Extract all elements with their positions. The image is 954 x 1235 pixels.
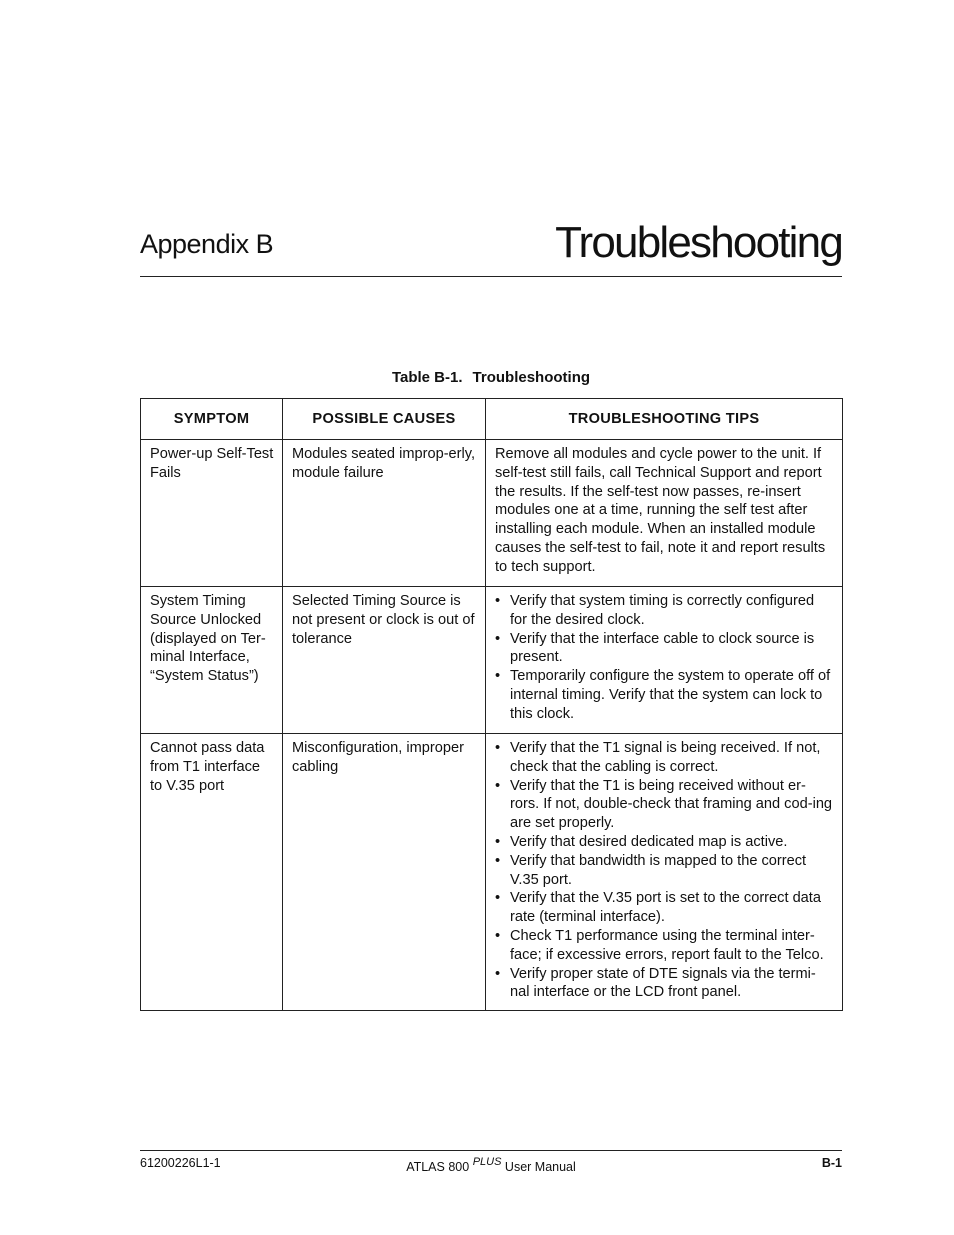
causes-cell: Modules seated improp-erly, module failure (283, 440, 486, 587)
table-row (141, 440, 843, 587)
page-number: B-1 (821, 1156, 842, 1170)
tips-list (495, 739, 834, 1002)
tip-item: • Verify that the V.35 port is set to the correct data rate (terminal interface). (495, 889, 834, 927)
tips-cell (486, 587, 843, 734)
causes-cell: Misconfiguration, improper cabling (283, 734, 486, 1011)
symptom-cell: System Timing Source Unlocked (displayed on Ter-minal Interface, “System Status”) (141, 587, 283, 734)
causes-cell: Selected Timing Source is not present or clock is out of tolerance (283, 587, 486, 734)
column-header-causes: POSSIBLE CAUSES (283, 399, 486, 440)
table-caption (140, 369, 842, 386)
tips-cell: Remove all modules and cycle power to the unit. If self-test still fails, call Technical Support and report the results. If the self-test now passes, re-insert modules one at a time, running the self test after installing each module. When an installed module causes the self-test to fail, note it and report results to tech support. (486, 440, 843, 587)
tips-list (495, 592, 834, 724)
header-rule (140, 276, 842, 277)
manual-title-prefix: ATLAS 800 (406, 1160, 470, 1174)
tip-item: • Verify proper state of DTE signals via the termi-nal interface or the LCD front panel. (495, 965, 834, 1003)
table-row (141, 734, 843, 1011)
tip-item: • Temporarily configure the system to operate off of internal timing. Verify that the system can lock to this clock. (495, 667, 834, 723)
tip-item: • Verify that the T1 signal is being received. If not, check that the cabling is correct. (495, 739, 834, 777)
tip-item: • Check T1 performance using the terminal inter-face; if excessive errors, report fault to the Telco. (495, 927, 834, 965)
footer-rule (140, 1150, 842, 1151)
tip-item: • Verify that the interface cable to clock source is present. (495, 630, 834, 668)
page-header (140, 212, 842, 276)
appendix-label: Appendix B (140, 229, 274, 259)
table-caption-number: Table B-1. (391, 369, 463, 386)
page-footer (140, 1156, 842, 1176)
manual-title (140, 1156, 842, 1174)
document-number: 61200226L1-1 (140, 1156, 221, 1170)
tip-item: • Verify that desired dedicated map is active. (495, 833, 834, 852)
tips-cell (486, 734, 843, 1011)
page-title: Troubleshooting (555, 218, 842, 267)
tip-item: • Verify that system timing is correctly configured for the desired clock. (495, 592, 834, 630)
troubleshooting-table (140, 398, 843, 1011)
table-header-row (141, 399, 843, 440)
tip-item: • Verify that bandwidth is mapped to the correct V.35 port. (495, 852, 834, 890)
column-header-symptom: SYMPTOM (141, 399, 283, 440)
manual-title-superscript: PLUS (472, 1156, 502, 1168)
tip-item: • Verify that the T1 is being received without er-rors. If not, double-check that framing and cod-ing are set properly. (495, 777, 834, 833)
table-caption-title: Troubleshooting (472, 369, 591, 386)
symptom-cell: Cannot pass data from T1 interface to V.35 port (141, 734, 283, 1011)
symptom-cell: Power-up Self-Test Fails (141, 440, 283, 587)
column-header-tips: TROUBLESHOOTING TIPS (486, 399, 843, 440)
table-row (141, 587, 843, 734)
manual-title-suffix: User Manual (504, 1160, 576, 1174)
